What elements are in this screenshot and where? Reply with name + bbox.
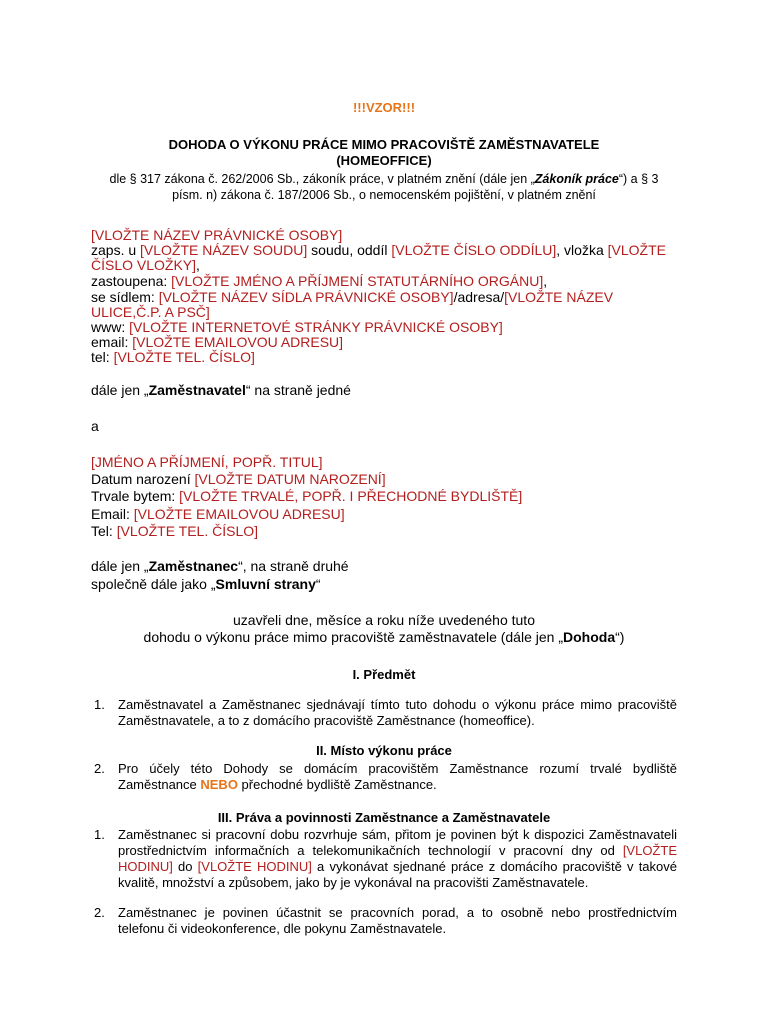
employer-seat-cont: ULICE,Č.P. A PSČ] [91, 304, 210, 320]
employee-phone: Tel: [VLOŽTE TEL. ČÍSLO] [91, 523, 259, 539]
employee-email-placeholder: [VLOŽTE EMAILOVOU ADRESU] [133, 506, 345, 522]
hour-from-placeholder: [VLOŽTE HODINU] [118, 843, 677, 874]
employer-www: www: [VLOŽTE INTERNETOVÉ STRÁNKY PRÁVNICKÉ OSOBY] [91, 319, 503, 335]
section-placeholder: [VLOŽTE ČÍSLO ODDÍLU] [391, 242, 557, 258]
employee-birthdate: Datum narození [VLOŽTE DATUM NAROZENÍ] [91, 471, 386, 487]
section-1-heading: I. Předmět [352, 667, 416, 682]
labour-code-term: Zákoník práce [534, 172, 619, 186]
phone-placeholder: [VLOŽTE TEL. ČÍSLO] [113, 349, 255, 365]
court-placeholder: [VLOŽTE NÁZEV SOUDU] [140, 242, 308, 258]
employer-name-placeholder: [VLOŽTE NÁZEV PRÁVNICKÉ OSOBY] [91, 227, 343, 243]
section-2-item-number: 2. [94, 761, 105, 776]
employee-reference: dále jen „Zaměstnanec“, na straně druhé [91, 558, 349, 574]
email-placeholder: [VLOŽTE EMAILOVOU ADRESU] [132, 334, 344, 350]
employee-email: Email: [VLOŽTE EMAILOVOU ADRESU] [91, 506, 345, 522]
residence-placeholder: [VLOŽTE TRVALÉ, POPŘ. I PŘECHODNÉ BYDLIŠTĚ] [179, 488, 523, 504]
employee-name-placeholder: [JMÉNO A PŘÍJMENÍ, POPŘ. TITUL] [91, 454, 323, 470]
concluded-line-1: uzavřeli dne, měsíce a roku níže uvedeného tuto [233, 612, 535, 628]
section-3-item-2-text: Zaměstnanec je povinen účastnit se pracovních porad, a to osobně nebo prostřednictvím telefonu či videokonference, dle pokynu Zaměstnavatele. [118, 905, 677, 936]
template-marker: !!!VZOR!!! [352, 100, 416, 115]
concluded-line-2: dohodu o výkonu práce mimo pracoviště zaměstnavatele (dále jen „Dohoda“) [143, 629, 625, 645]
employer-email: email: [VLOŽTE EMAILOVOU ADRESU] [91, 334, 344, 350]
or-emphasis: NEBO [200, 777, 238, 792]
address-placeholder: [VLOŽTE NÁZEV [504, 289, 614, 305]
section-1-item-number: 1. [94, 697, 105, 712]
employer-seat: se sídlem: [VLOŽTE NÁZEV SÍDLA PRÁVNICKÉ OSOBY]/adresa/[VLOŽTE NÁZEV [91, 289, 614, 305]
seat-placeholder: [VLOŽTE NÁZEV SÍDLA PRÁVNICKÉ OSOBY] [158, 289, 454, 305]
hour-to-placeholder: [VLOŽTE HODINU] [197, 859, 312, 874]
representative-placeholder: [VLOŽTE JMÉNO A PŘÍJMENÍ STATUTÁRNÍHO ORGÁNU] [171, 273, 544, 289]
employee-phone-placeholder: [VLOŽTE TEL. ČÍSLO] [116, 523, 259, 539]
employer-phone: tel: [VLOŽTE TEL. ČÍSLO] [91, 349, 255, 365]
birthdate-placeholder: [VLOŽTE DATUM NAROZENÍ] [194, 471, 386, 487]
document-title: DOHODA O VÝKONU PRÁCE MIMO PRACOVIŠTĚ ZAMĚSTNAVATELE [168, 137, 600, 152]
section-1-item-text: Zaměstnavatel a Zaměstnanec sjednávají tímto tuto dohodu o výkonu práce mimo pracoviště Zaměstnavatele, a to z domácího pracoviště Zaměstnance (homeoffice). [118, 697, 677, 728]
parties-reference: společně dále jako „Smluvní strany“ [91, 576, 321, 592]
employer-registration: zaps. u [VLOŽTE NÁZEV SOUDU] soudu, oddíl [VLOŽTE ČÍSLO ODDÍLU], vložka [VLOŽTE [91, 242, 666, 258]
legal-basis-line-1: dle § 317 zákona č. 262/2006 Sb., zákoník práce, v platném znění (dále jen „Zákoník práce“) a § 3 [109, 172, 659, 186]
section-3-heading: III. Práva a povinnosti Zaměstnance a Zaměstnavatele [217, 810, 551, 825]
insert-placeholder: [VLOŽTE [607, 242, 666, 258]
employee-address: Trvale bytem: [VLOŽTE TRVALÉ, POPŘ. I PŘECHODNÉ BYDLIŠTĚ] [91, 488, 523, 504]
employer-reference: dále jen „Zaměstnavatel“ na straně jedné [91, 382, 351, 398]
employer-registration-cont: ČÍSLO VLOŽKY], [91, 257, 200, 273]
employer-representative: zastoupena: [VLOŽTE JMÉNO A PŘÍJMENÍ STATUTÁRNÍHO ORGÁNU], [91, 273, 548, 289]
section-3-item-1-number: 1. [94, 827, 105, 842]
section-2-item-text: Pro účely této Dohody se domácím pracovištěm Zaměstnance rozumí trvalé bydliště Zaměstnance NEBO přechodné bydliště Zaměstnance. [118, 761, 677, 792]
section-3-item-2-number: 2. [94, 905, 105, 920]
and-separator: a [91, 418, 99, 434]
www-placeholder: [VLOŽTE INTERNETOVÉ STRÁNKY PRÁVNICKÉ OSOBY] [129, 319, 503, 335]
section-2-heading: II. Místo výkonu práce [316, 743, 452, 758]
document-subtitle: (HOMEOFFICE) [336, 153, 432, 168]
legal-basis-line-2: písm. n) zákona č. 187/2006 Sb., o nemocenském pojištění, v platném znění [172, 188, 596, 202]
section-3-item-1-text: Zaměstnanec si pracovní dobu rozvrhuje sám, přitom je povinen být k dispozici Zaměstnavateli prostřednictvím informačních a telekomunikačních technologií v pracovní dny od [VLOŽTE HODINU] do [VLOŽTE HODINU] a vykonávat sjednané práce z domácího pracoviště v takové kvalitě, množství a způsobem, jako by je vykonával na pracovišti Zaměstnavatele. [118, 827, 678, 890]
